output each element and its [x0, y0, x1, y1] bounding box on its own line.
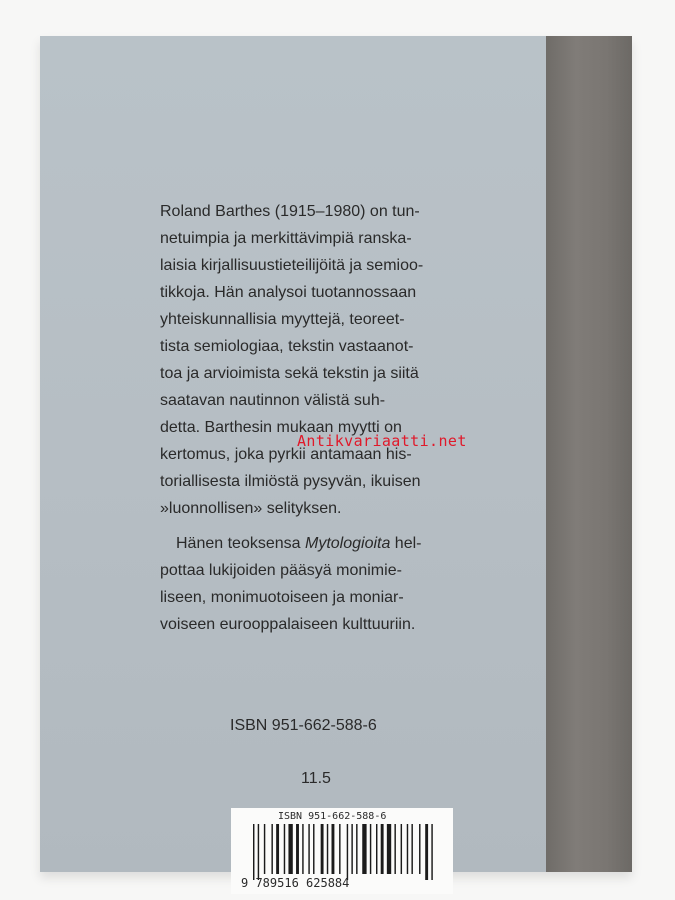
- blurb-line: laisia kirjallisuustieteilijöitä ja semioo-: [160, 257, 424, 274]
- barcode-bar: [411, 824, 412, 874]
- barcode-bar: [394, 824, 395, 874]
- blurb-text: [160, 198, 476, 638]
- barcode-bar: [401, 824, 402, 874]
- barcode-bar: [419, 824, 420, 874]
- barcode-bar: [370, 824, 371, 874]
- barcode-bar: [407, 824, 408, 874]
- blurb-line: toa ja arvioimista sekä tekstin ja siitä: [160, 365, 419, 382]
- blurb-line: toriallisesta ilmiöstä pysyvän, ikuisen: [160, 473, 421, 490]
- blurb-text-post: hel-: [390, 535, 422, 552]
- barcode-bar: [339, 824, 340, 874]
- barcode-bar: [253, 824, 254, 880]
- blurb-line: kertomus, joka pyrkii antamaan his-: [160, 446, 412, 463]
- blurb-line: Roland Barthes (1915–1980) on tun-: [160, 203, 420, 220]
- book-back-cover: [40, 36, 632, 890]
- isbn-text: ISBN 951-662-588-6: [230, 717, 377, 734]
- blurb-line: liseen, monimuotoiseen ja moniar-: [160, 589, 404, 606]
- blurb-line: »luonnollisen» selityksen.: [160, 500, 342, 517]
- barcode-bar: [296, 824, 299, 874]
- blurb-line: tista semiologiaa, tekstin vastaanot-: [160, 338, 414, 355]
- barcode-number: 9 789516 625884: [241, 876, 350, 890]
- barcode-bar: [321, 824, 324, 874]
- barcode-bar: [332, 824, 335, 874]
- barcode-bar: [376, 824, 377, 874]
- barcode-bar: [362, 824, 366, 874]
- barcode-bar: [258, 824, 259, 880]
- barcode-bar: [425, 824, 428, 880]
- watermark-text: Antikvariaatti.net: [297, 432, 467, 450]
- blurb-line: detta. Barthesin mukaan myytti on: [160, 419, 402, 436]
- barcode-bar: [302, 824, 303, 874]
- blurb-line: netuimpia ja merkittävimpiä ranska-: [160, 230, 412, 247]
- barcode-bar: [387, 824, 391, 874]
- book-spine: [546, 36, 632, 872]
- price-code: 11.5: [301, 770, 331, 787]
- barcode-bar: [276, 824, 279, 874]
- blurb-text-pre: Hänen teoksensa: [176, 535, 305, 552]
- barcode-bar: [351, 824, 352, 874]
- blurb-line: tikkoja. Hän analysoi tuotannossaan: [160, 284, 417, 301]
- blurb-line-title: [160, 530, 476, 557]
- barcode-bar: [264, 824, 265, 874]
- barcode-sticker: [231, 808, 453, 894]
- barcode-bar: [271, 824, 272, 874]
- blurb-line: yhteiskunnallisia myyttejä, teoreet-: [160, 311, 405, 328]
- barcode-bar: [327, 824, 328, 874]
- barcode-bar: [431, 824, 432, 880]
- blurb-line: saatavan nautinnon välistä suh-: [160, 392, 386, 409]
- barcode-bar: [356, 824, 357, 874]
- barcode-bar: [308, 824, 309, 874]
- book-title-italic: Mytologioita: [304, 535, 391, 552]
- blurb-line: pottaa lukijoiden pääsyä monimie-: [160, 562, 402, 579]
- barcode-bar: [347, 824, 348, 880]
- barcode-label: ISBN 951-662-588-6: [278, 811, 387, 822]
- barcode-bar: [284, 824, 285, 874]
- cover-panel: [40, 36, 546, 890]
- barcode-bar: [313, 824, 314, 874]
- blurb-line: voiseen eurooppalaiseen kulttuuriin.: [160, 616, 416, 633]
- barcode-bar: [381, 824, 384, 874]
- barcode-bar: [288, 824, 292, 874]
